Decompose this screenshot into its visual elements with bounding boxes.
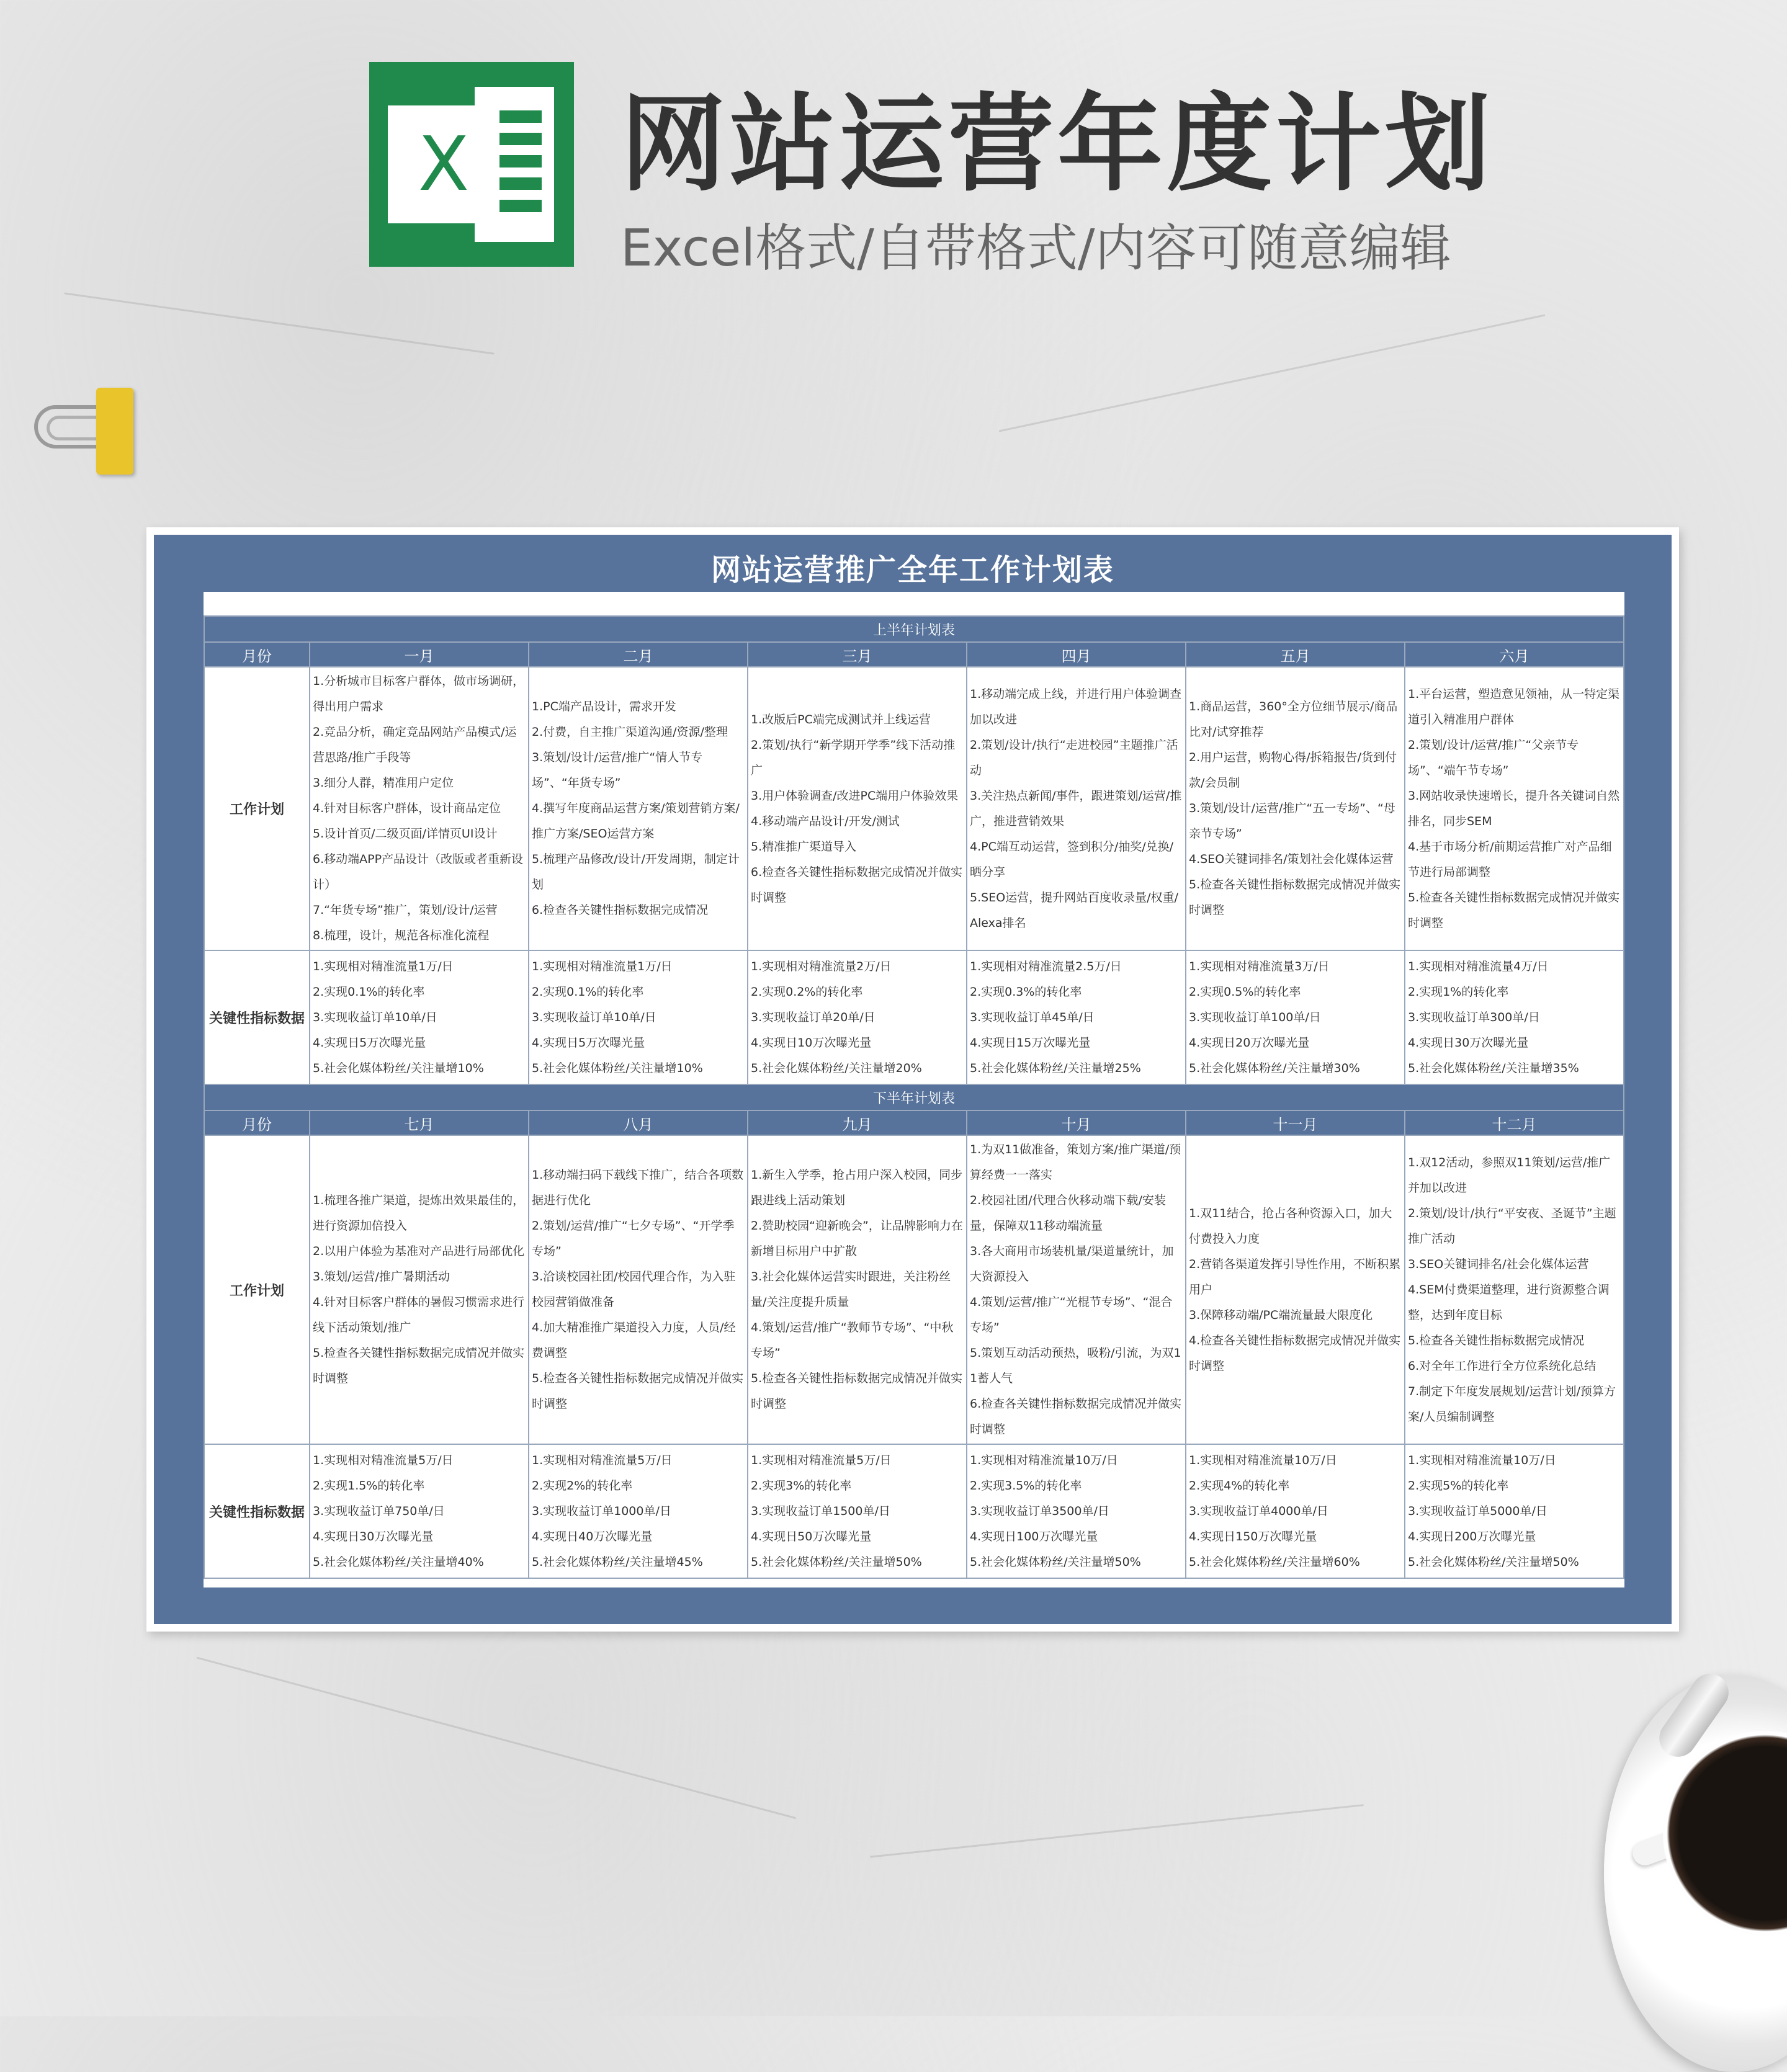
second-half-plan-row <box>204 1135 1624 1444</box>
plan-cell: 1.平台运营，塑造意见领袖，从一特定渠道引入精准用户群体 2.策划/设计/运营/推广“父亲节专场”、“端午节专场” 3.网站收录快速增长，提升各关键词自然排名，同步SEM 4.基于市场分析/前期运营推广对产品细节进行局部调整 5.检查各关键性指标数据完成情况并做实时调整 <box>1405 667 1624 950</box>
month-header: 八月 <box>529 1110 748 1135</box>
plan-table <box>204 615 1624 1579</box>
plan-label: 工作计划 <box>204 1135 310 1444</box>
clip-wire <box>47 416 102 440</box>
month-header: 九月 <box>748 1110 967 1135</box>
plan-cell: 1.双12活动，参照双11策划/运营/推广并加以改进 2.策划/设计/执行“平安夜、圣诞节”主题推广活动 3.SEO关键词排名/社会化媒体运营 4.SEM付费渠道整理，进行资源整合调整，达到年度目标 5.检查各关键性指标数据完成情况 6.对全年工作进行全方位系统化总结 7.制定下年度发展规划/运营计划/预算方案/人员编制调整 <box>1405 1135 1624 1444</box>
second-half-kpi-row <box>204 1444 1624 1578</box>
marble-vein <box>197 1657 797 1820</box>
kpi-cell: 1.实现相对精准流量1万/日 2.实现0.1%的转化率 3.实现收益订单10单/日 4.实现日5万次曝光量 5.社会化媒体粉丝/关注量增10% <box>310 950 529 1084</box>
first-half-heading-row <box>204 616 1624 642</box>
first-half-plan-row <box>204 667 1624 950</box>
month-header: 十月 <box>967 1110 1186 1135</box>
second-half-heading: 下半年计划表 <box>204 1084 1624 1110</box>
month-header: 三月 <box>748 642 967 667</box>
month-header: 一月 <box>310 642 529 667</box>
excel-letter-box <box>388 105 499 223</box>
marble-vein <box>999 314 1546 432</box>
month-header: 十二月 <box>1405 1110 1624 1135</box>
kpi-label: 关键性指标数据 <box>204 950 310 1084</box>
marble-vein <box>870 1804 1364 1858</box>
plan-cell: 1.PC端产品设计，需求开发 2.付费，自主推广渠道沟通/资源/整理 3.策划/设计/运营/推广“情人节专场”、“年货专场” 4.撰写年度商品运营方案/策划营销方案/推广方案/SEO运营方案 5.梳理产品修改/设计/开发周期，制定计划 6.检查各关键性指标数据完成情况 <box>529 667 748 950</box>
clip-body <box>96 388 133 475</box>
plan-cell: 1.梳理各推广渠道，提炼出效果最佳的，进行资源加倍投入 2.以用户体验为基准对产品进行局部优化 3.策划/运营/推广暑期活动 4.针对目标客户群体的暑假习惯需求进行线下活动策划/推广 5.检查各关键性指标数据完成情况并做实时调整 <box>310 1135 529 1444</box>
month-label: 月份 <box>204 642 310 667</box>
plan-cell: 1.为双11做准备，策划方案/推广渠道/预算经费一一落实 2.校园社团/代理合伙移动端下载/安装量，保障双11移动端流量 3.各大商用市场装机量/渠道量统计，加大资源投入 4.策划/运营/推广“光棍节专场”、“混合专场” 5.策划互动活动预热，吸粉/引流，为双11蓄人气 6.检查各关键性指标数据完成情况并做实时调整 <box>967 1135 1186 1444</box>
month-header: 四月 <box>967 642 1186 667</box>
kpi-cell: 1.实现相对精准流量10万/日 2.实现4%的转化率 3.实现收益订单4000单/日 4.实现日150万次曝光量 5.社会化媒体粉丝/关注量增60% <box>1186 1444 1405 1578</box>
month-header: 十一月 <box>1186 1110 1405 1135</box>
binder-clip-icon <box>34 388 140 475</box>
month-label: 月份 <box>204 1110 310 1135</box>
kpi-cell: 1.实现相对精准流量2万/日 2.实现0.2%的转化率 3.实现收益订单20单/日 4.实现日10万次曝光量 5.社会化媒体粉丝/关注量增20% <box>748 950 967 1084</box>
plan-cell: 1.分析城市目标客户群体，做市场调研，得出用户需求 2.竞品分析，确定竞品网站产品模式/运营思路/推广手段等 3.细分人群，精准用户定位 4.针对目标客户群体，设计商品定位 5.设计首页/二级页面/详情页UI设计 6.移动端APP产品设计（改版或者重新设计） 7.“年货专场”推广，策划/设计/运营 8.梳理，设计，规范各标准化流程 <box>310 667 529 950</box>
sheet-frame <box>154 535 1672 1624</box>
marble-vein <box>64 292 495 354</box>
plan-cell: 1.移动端完成上线，并进行用户体验调查加以改进 2.策划/设计/执行“走进校园”主题推广活动 3.关注热点新闻/事件，跟进策划/运营/推广，推进营销效果 4.PC端互动运营，签到积分/抽奖/兑换/晒分享 5.SEO运营，提升网站百度收录量/权重/Alexa排名 <box>967 667 1186 950</box>
kpi-cell: 1.实现相对精准流量10万/日 2.实现3.5%的转化率 3.实现收益订单3500单/日 4.实现日100万次曝光量 5.社会化媒体粉丝/关注量增50% <box>967 1444 1186 1578</box>
first-half-heading: 上半年计划表 <box>204 616 1624 642</box>
kpi-label: 关键性指标数据 <box>204 1444 310 1578</box>
sheet-title: 网站运营推广全年工作计划表 <box>710 553 1114 587</box>
kpi-cell: 1.实现相对精准流量10万/日 2.实现5%的转化率 3.实现收益订单5000单/日 4.实现日200万次曝光量 5.社会化媒体粉丝/关注量增50% <box>1405 1444 1624 1578</box>
kpi-cell: 1.实现相对精准流量5万/日 2.实现3%的转化率 3.实现收益订单1500单/日 4.实现日50万次曝光量 5.社会化媒体粉丝/关注量增50% <box>748 1444 967 1578</box>
kpi-cell: 1.实现相对精准流量3万/日 2.实现0.5%的转化率 3.实现收益订单100单/日 4.实现日20万次曝光量 5.社会化媒体粉丝/关注量增30% <box>1186 950 1405 1084</box>
excel-letter: X <box>418 121 470 208</box>
month-header: 六月 <box>1405 642 1624 667</box>
kpi-cell: 1.实现相对精准流量2.5万/日 2.实现0.3%的转化率 3.实现收益订单45单/日 4.实现日15万次曝光量 5.社会化媒体粉丝/关注量增25% <box>967 950 1186 1084</box>
kpi-cell: 1.实现相对精准流量4万/日 2.实现1%的转化率 3.实现收益订单300单/日 4.实现日30万次曝光量 5.社会化媒体粉丝/关注量增35% <box>1405 950 1624 1084</box>
month-header: 二月 <box>529 642 748 667</box>
second-half-heading-row <box>204 1084 1624 1110</box>
month-header: 七月 <box>310 1110 529 1135</box>
plan-cell: 1.商品运营，360°全方位细节展示/商品比对/试穿推荐 2.用户运营，购物心得/拆箱报告/货到付款/会员制 3.策划/设计/运营/推广“五一专场”、“母亲节专场” 4.SEO关键词排名/策划社会化媒体运营 5.检查各关键性指标数据完成情况并做实时调整 <box>1186 667 1405 950</box>
excel-logo-icon <box>369 62 574 267</box>
page-subtitle: Excel格式/自带格式/内容可随意编辑 <box>620 219 1451 278</box>
kpi-cell: 1.实现相对精准流量1万/日 2.实现0.1%的转化率 3.实现收益订单10单/日 4.实现日5万次曝光量 5.社会化媒体粉丝/关注量增10% <box>529 950 748 1084</box>
plan-label: 工作计划 <box>204 667 310 950</box>
kpi-cell: 1.实现相对精准流量5万/日 2.实现2%的转化率 3.实现收益订单1000单/日 4.实现日40万次曝光量 5.社会化媒体粉丝/关注量增45% <box>529 1444 748 1578</box>
plan-cell: 1.改版后PC端完成测试并上线运营 2.策划/执行“新学期开学季”线下活动推广 3.用户体验调查/改进PC端用户体验效果 4.移动端产品设计/开发/测试 5.精准推广渠道导入 6.检查各关键性指标数据完成情况并做实时调整 <box>748 667 967 950</box>
first-half-kpi-row <box>204 950 1624 1084</box>
page-title: 网站运营年度计划 <box>620 83 1495 206</box>
first-half-month-row <box>204 642 1624 667</box>
plan-cell: 1.双11结合，抢占各种资源入口，加大付费投入力度 2.营销各渠道发挥引导性作用，不断积累用户 3.保障移动端/PC端流量最大限度化 4.检查各关键性指标数据完成情况并做实时调整 <box>1186 1135 1405 1444</box>
month-header: 五月 <box>1186 642 1405 667</box>
spreadsheet-preview <box>146 527 1679 1632</box>
plan-cell: 1.移动端扫码下载线下推广，结合各项数据进行优化 2.策划/运营/推广“七夕专场”、“开学季专场” 3.洽谈校园社团/校园代理合作，为入驻校园营销做准备 4.加大精准推广渠道投入力度，人员/经费调整 5.检查各关键性指标数据完成情况并做实时调整 <box>529 1135 748 1444</box>
plan-cell: 1.新生入学季，抢占用户深入校园，同步跟进线上活动策划 2.赞助校园“迎新晚会”，让品牌影响力在新增目标用户中扩散 3.社会化媒体运营实时跟进，关注粉丝量/关注度提升质量 4.策划/运营/推广“教师节专场”、“中秋专场” 5.检查各关键性指标数据完成情况并做实时调整 <box>748 1135 967 1444</box>
second-half-month-row <box>204 1110 1624 1135</box>
kpi-cell: 1.实现相对精准流量5万/日 2.实现1.5%的转化率 3.实现收益订单750单/日 4.实现日30万次曝光量 5.社会化媒体粉丝/关注量增40% <box>310 1444 529 1578</box>
